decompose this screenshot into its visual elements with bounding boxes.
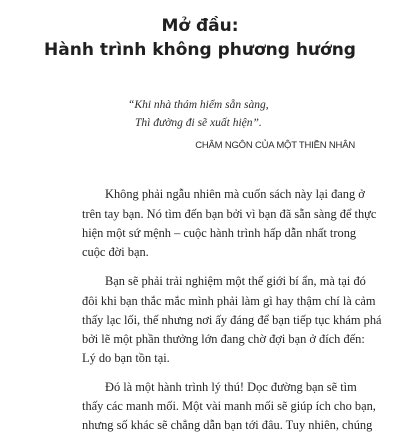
chapter-title-line-1: Mở đầu: — [161, 16, 239, 36]
body-text-line: trên tay bạn. Nó tìm đến bạn bởi vì bạn đã sẵn sàng để thực — [82, 207, 377, 221]
epigraph-line-1: “Khi nhà thám hiểm sẵn sàng, — [128, 99, 269, 111]
body-text-line: thấy lạc lối, thế nhưng nơi ấy đáng để bạn tiếp tục khám phá — [82, 313, 382, 327]
body-text-line: nhưng số khác sẽ chẳng dẫn bạn tới đâu. Tuy nhiên, chúng — [82, 418, 373, 432]
body-text-line: bởi lẽ một phần thưởng lớn đang chờ đợi bạn ở đích đến: — [82, 332, 365, 346]
body-text-line: Không phải ngẫu nhiên mà cuốn sách này lại đang ở — [105, 187, 365, 201]
body-text-line: hiện một sứ mệnh – cuộc hành trình hấp dẫn nhất trong — [82, 226, 357, 240]
body-text-line: Đó là một hành trình lý thú! Dọc đường bạn sẽ tìm — [105, 380, 357, 394]
body-text-line: đôi khi bạn thắc mắc mình phải làm gì hay thậm chí là cảm — [82, 294, 376, 308]
epigraph-line-2: Thì đường đi sẽ xuất hiện”. — [135, 117, 262, 129]
body-text-line: Bạn sẽ phải trải nghiệm một thế giới bí ẩn, mà tại đó — [105, 274, 366, 288]
body-text-line: cuộc đời bạn. — [82, 245, 149, 259]
body-text-line: thấy các manh mối. Một vài manh mối sẽ giúp ích cho bạn, — [82, 399, 376, 413]
epigraph-attribution: CHÂM NGÔN CỦA MỘT THIỀN NHÂN — [195, 140, 355, 151]
chapter-title-line-2: Hành trình không phương hướng — [44, 40, 356, 60]
body-text-line: Lý do bạn tồn tại. — [82, 351, 170, 365]
